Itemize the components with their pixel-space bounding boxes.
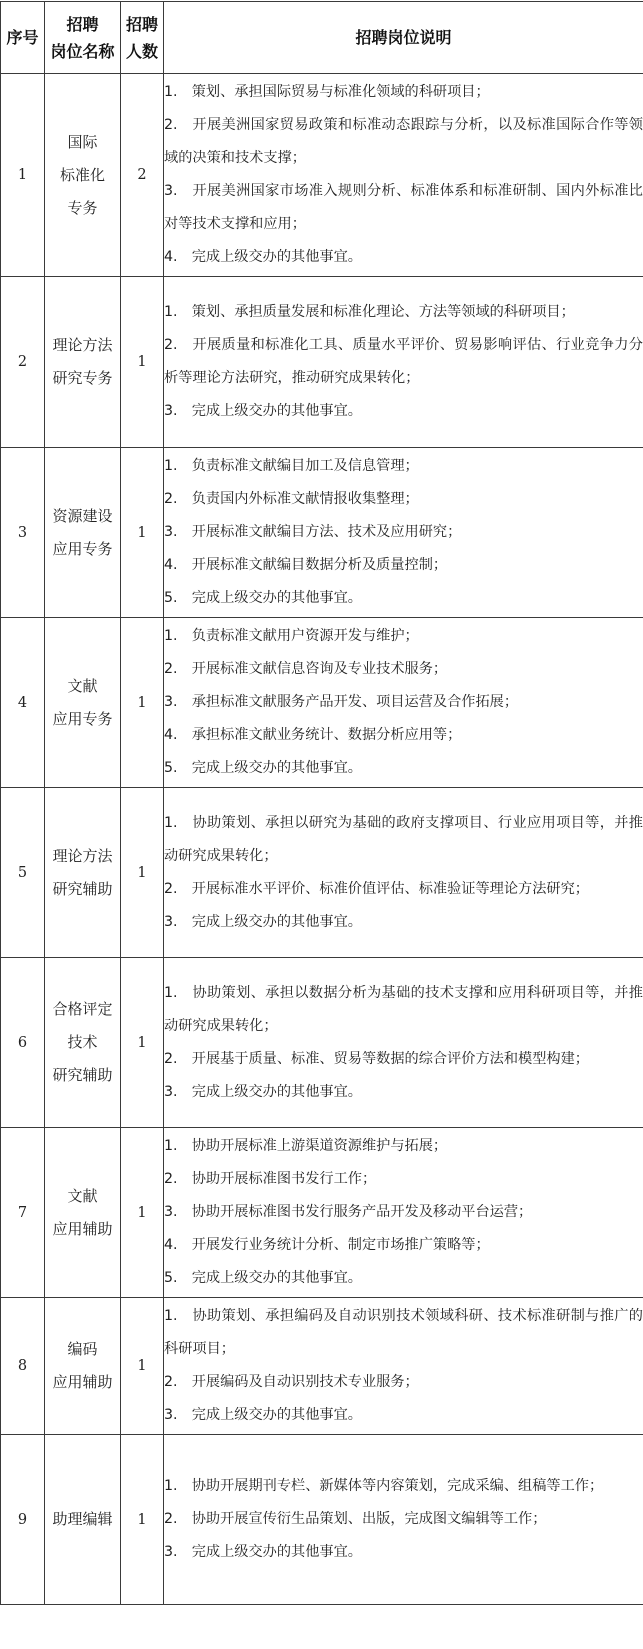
row-number: 2 <box>1 277 45 448</box>
position-name <box>45 788 121 958</box>
headcount: 1 <box>121 788 164 958</box>
row-number: 7 <box>1 1128 45 1298</box>
position-name <box>45 277 121 448</box>
description-item: 1. 策划、承担国际贸易与标准化领域的科研项目； <box>164 84 490 100</box>
headcount: 1 <box>121 448 164 618</box>
description-item: 2. 开展标准文献信息咨询及专业技术服务； <box>164 661 448 677</box>
position-name-line: 应用辅助 <box>52 1219 113 1238</box>
row-number: 5 <box>1 788 45 958</box>
position-name-line: 助理编辑 <box>52 1510 113 1528</box>
row-number: 1 <box>1 74 45 277</box>
table-row <box>1 958 643 1128</box>
description-item: 5. 完成上级交办的其他事宜。 <box>164 760 362 776</box>
headcount: 1 <box>121 1435 164 1605</box>
headcount: 1 <box>121 1128 164 1298</box>
position-name-line: 技术 <box>67 1033 98 1051</box>
position-description <box>164 1435 643 1605</box>
position-name-line: 应用辅助 <box>52 1373 113 1391</box>
position-name-line: 编码 <box>67 1340 98 1358</box>
position-name-line: 标准化 <box>59 165 105 184</box>
position-name-line: 应用专务 <box>52 709 113 728</box>
row-number: 4 <box>1 618 45 788</box>
position-name-line: 专务 <box>67 198 98 217</box>
position-name <box>45 448 121 618</box>
position-description <box>164 1298 643 1435</box>
table-row <box>1 74 643 277</box>
description-item: 2. 开展标准水平评价、标准价值评估、标准验证等理论方法研究； <box>164 880 589 897</box>
table-body <box>1 74 643 1605</box>
position-name-line: 资源建设 <box>52 506 113 525</box>
table-row <box>1 1128 643 1298</box>
position-description <box>164 788 643 958</box>
header-position-name: 招聘 岗位名称 <box>45 2 121 74</box>
position-name-line: 合格评定 <box>52 1000 113 1018</box>
headcount: 2 <box>121 74 164 277</box>
description-item: 4. 完成上级交办的其他事宜。 <box>164 249 362 265</box>
recruitment-table <box>0 1 643 1605</box>
description-item: 3. 开展标准文献编目方法、技术及应用研究； <box>164 524 462 540</box>
description-item: 1. 协助策划、承担以数据分析为基础的技术支撑和应用科研项目等，并推动研究成果转化； <box>164 984 643 1034</box>
headcount: 1 <box>121 1298 164 1435</box>
header-description: 招聘岗位说明 <box>164 2 643 74</box>
row-number: 8 <box>1 1298 45 1435</box>
description-item: 3. 协助开展标准图书发行服务产品开发及移动平台运营； <box>164 1204 533 1220</box>
position-description <box>164 74 643 277</box>
position-name-line: 研究辅助 <box>52 879 113 898</box>
table-row <box>1 1435 643 1605</box>
description-item: 2. 负责国内外标准文献情报收集整理； <box>164 491 419 507</box>
description-item: 2. 协助开展宣传衍生品策划、出版，完成图文编辑等工作； <box>164 1511 547 1527</box>
description-item: 2. 开展质量和标准化工具、质量水平评价、贸易影响评估、行业竞争力分析等理论方法研究，推动研究成果转化； <box>164 337 643 386</box>
description-item: 2. 开展基于质量、标准、贸易等数据的综合评价方法和模型构建； <box>164 1050 589 1067</box>
row-number: 9 <box>1 1435 45 1605</box>
description-item: 4. 开展标准文献编目数据分析及质量控制； <box>164 557 448 573</box>
description-item: 3. 承担标准文献服务产品开发、项目运营及合作拓展； <box>164 694 519 710</box>
description-item: 3. 完成上级交办的其他事宜。 <box>164 1544 362 1560</box>
table-header-row <box>1 2 643 74</box>
position-name <box>45 1435 121 1605</box>
header-no: 序号 <box>1 2 45 74</box>
row-number: 3 <box>1 448 45 618</box>
position-name-line: 应用专务 <box>52 539 113 558</box>
position-name-line: 文献 <box>67 676 98 695</box>
description-item: 1. 负责标准文献用户资源开发与维护； <box>164 628 419 644</box>
table-row <box>1 618 643 788</box>
position-description <box>164 618 643 788</box>
description-item: 1. 协助策划、承担以研究为基础的政府支撑项目、行业应用项目等，并推动研究成果转化； <box>164 814 643 864</box>
position-name-line: 国际 <box>67 132 98 151</box>
position-name-line: 理论方法 <box>52 336 113 354</box>
description-item: 1. 协助开展标准上游渠道资源维护与拓展； <box>164 1138 448 1154</box>
table-row <box>1 1298 643 1435</box>
table-row <box>1 788 643 958</box>
position-description <box>164 277 643 448</box>
position-name-line: 研究专务 <box>52 369 113 387</box>
description-item: 3. 开展美洲国家市场准入规则分析、标准体系和标准研制、国内外标准比对等技术支撑和应用； <box>164 183 643 232</box>
position-name <box>45 1298 121 1435</box>
position-name-line: 文献 <box>67 1186 98 1205</box>
description-item: 3. 完成上级交办的其他事宜。 <box>164 913 362 930</box>
position-name <box>45 618 121 788</box>
description-item: 1. 策划、承担质量发展和标准化理论、方法等领域的科研项目； <box>164 304 575 320</box>
position-name <box>45 74 121 277</box>
position-description <box>164 958 643 1128</box>
description-item: 2. 开展编码及自动识别技术专业服务； <box>164 1374 419 1390</box>
description-item: 3. 完成上级交办的其他事宜。 <box>164 1083 362 1100</box>
description-item: 5. 完成上级交办的其他事宜。 <box>164 590 362 606</box>
table-row <box>1 448 643 618</box>
position-description <box>164 448 643 618</box>
table-row <box>1 277 643 448</box>
description-item: 5. 完成上级交办的其他事宜。 <box>164 1270 362 1286</box>
position-name-line: 理论方法 <box>52 846 113 865</box>
description-item: 2. 协助开展标准图书发行工作； <box>164 1171 377 1187</box>
description-item: 4. 开展发行业务统计分析、制定市场推广策略等； <box>164 1237 490 1253</box>
description-item: 3. 完成上级交办的其他事宜。 <box>164 403 362 419</box>
description-item: 4. 承担标准文献业务统计、数据分析应用等； <box>164 727 462 743</box>
description-item: 1. 协助开展期刊专栏、新媒体等内容策划，完成采编、组稿等工作； <box>164 1478 604 1494</box>
position-description <box>164 1128 643 1298</box>
headcount: 1 <box>121 277 164 448</box>
description-item: 3. 完成上级交办的其他事宜。 <box>164 1407 362 1423</box>
position-name-line: 研究辅助 <box>52 1066 113 1084</box>
position-name <box>45 1128 121 1298</box>
description-item: 1. 负责标准文献编目加工及信息管理； <box>164 458 419 474</box>
position-name <box>45 958 121 1128</box>
description-item: 2. 开展美洲国家贸易政策和标准动态跟踪与分析，以及标准国际合作等领域的决策和技术支撑； <box>164 117 643 166</box>
headcount: 1 <box>121 958 164 1128</box>
headcount: 1 <box>121 618 164 788</box>
header-count: 招聘 人数 <box>121 2 164 74</box>
description-item: 1. 协助策划、承担编码及自动识别技术领域科研、技术标准研制与推广的科研项目； <box>164 1308 643 1357</box>
row-number: 6 <box>1 958 45 1128</box>
